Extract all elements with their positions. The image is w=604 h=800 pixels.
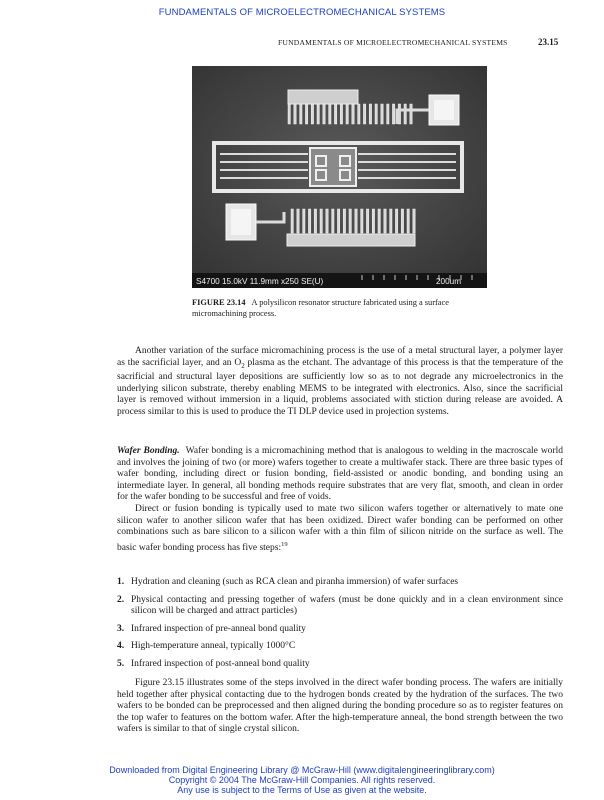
list-item bbox=[117, 624, 563, 636]
scale-bar-label: 200um bbox=[436, 277, 462, 286]
figure-caption bbox=[192, 297, 497, 319]
list-number: 5. bbox=[117, 658, 125, 669]
steps-list bbox=[117, 577, 563, 677]
figure-label: FIGURE 23.14 bbox=[192, 298, 246, 307]
list-number: 4. bbox=[117, 641, 125, 652]
footer-terms[interactable]: Any use is subject to the Terms of Use as given at the website. bbox=[177, 785, 427, 795]
paragraph-text: Another variation of the surface micromachining process is the use of a metal structural layer, a polymer layer as the sacrificial layer, and an O bbox=[117, 346, 563, 368]
list-item bbox=[117, 659, 563, 671]
paragraph-metal-layer bbox=[117, 346, 563, 418]
paragraph-text: Wafer bonding is a micromachining method that is analogous to welding in the macroscale world and involves the joining of two (or more) wafers together to create a multiwafer stack. There are three basic types of wafer bonding, including direct or fusion bonding, field-assisted or anodic bonding, and bonding using an intermediate layer. In general, all bonding methods require substrates that are very flat, smooth, and clean in order for the wafer bonding to be successful and free of voids. bbox=[117, 446, 563, 503]
list-item bbox=[117, 641, 563, 653]
reference-superscript: 19 bbox=[281, 540, 288, 548]
list-text: Infrared inspection of pre-anneal bond quality bbox=[131, 623, 306, 634]
list-text: Physical contacting and pressing together of wafers (must be done quickly and in a clean environment since silicon will be charged and attract particles) bbox=[131, 594, 563, 617]
paragraph-figure-23-15 bbox=[117, 678, 563, 736]
section-heading: Wafer Bonding. bbox=[117, 446, 180, 456]
footer-copyright: Copyright © 2004 The McGraw-Hill Companies. All rights reserved. bbox=[168, 775, 436, 785]
paragraph-text: plasma as the etchant. The advantage of this process is that the temperature of the sacrificial and structural layer depositions are sufficiently low so as to not degrade any microelectronics in the underlying silicon substrate, thereby enabling MEMS to be integrated with electronics. Also, since the sacrificial layer is removed without immersion in a liquid, problems associated with stiction during release are avoided. A process similar to this is used to produce the TI DLP device used in projection systems. bbox=[117, 357, 563, 417]
footer-download-link[interactable]: Downloaded from Digital Engineering Library @ McGraw-Hill (www.digitalengineeringlibrary.com) bbox=[109, 765, 495, 775]
top-banner: FUNDAMENTALS OF MICROELECTROMECHANICAL SYSTEMS bbox=[158, 7, 446, 18]
list-number: 3. bbox=[117, 623, 125, 634]
list-text: Hydration and cleaning (such as RCA clean and piranha immersion) of wafer surfaces bbox=[131, 577, 459, 587]
resonator-image bbox=[192, 66, 487, 288]
section-wafer-bonding bbox=[117, 446, 563, 555]
list-text: High-temperature anneal, typically 1000°C bbox=[131, 641, 296, 652]
sem-info-text: S4700 15.0kV 11.9mm x250 SE(U) bbox=[196, 277, 324, 286]
paragraph-text: Figure 23.15 illustrates some of the steps involved in the direct wafer bonding process. The wafers are initially held together after physical contacting due to the hydrogen bonds created by the hydration of the surfaces. The two wafers to be bonded can be preprocessed and then aligned during the bonding procedure so as to register features on the top wafer to features on the bottom wafer. After the high-temperature anneal, the bond strength between the two wafers is similar to that of single crystal silicon. bbox=[117, 678, 563, 735]
page-number: 23.15 bbox=[538, 37, 559, 47]
list-number: 1. bbox=[117, 577, 125, 587]
figure-caption-text: A polysilicon resonator structure fabricated using a surface micromachining process. bbox=[192, 298, 449, 318]
list-text: Infrared inspection of post-anneal bond quality bbox=[131, 658, 310, 669]
footer bbox=[0, 765, 604, 795]
sem-micrograph bbox=[192, 66, 487, 288]
subscript: 2 bbox=[241, 361, 245, 370]
paragraph-text: Direct or fusion bonding is typically used to mate two silicon wafers together or alternatively to mate one silicon wafer to another silicon wafer that has been oxidized. Direct wafer bonding can be performed on other combinations such as bare silicon to a silicon wafer with a thin film of silicon nitride on the surface as well. The basic wafer bonding process has five steps: bbox=[117, 503, 563, 553]
list-item bbox=[117, 595, 563, 618]
running-head: FUNDAMENTALS OF MICROELECTROMECHANICAL SYSTEMS bbox=[278, 38, 508, 47]
list-number: 2. bbox=[117, 594, 125, 605]
list-item bbox=[117, 577, 563, 589]
